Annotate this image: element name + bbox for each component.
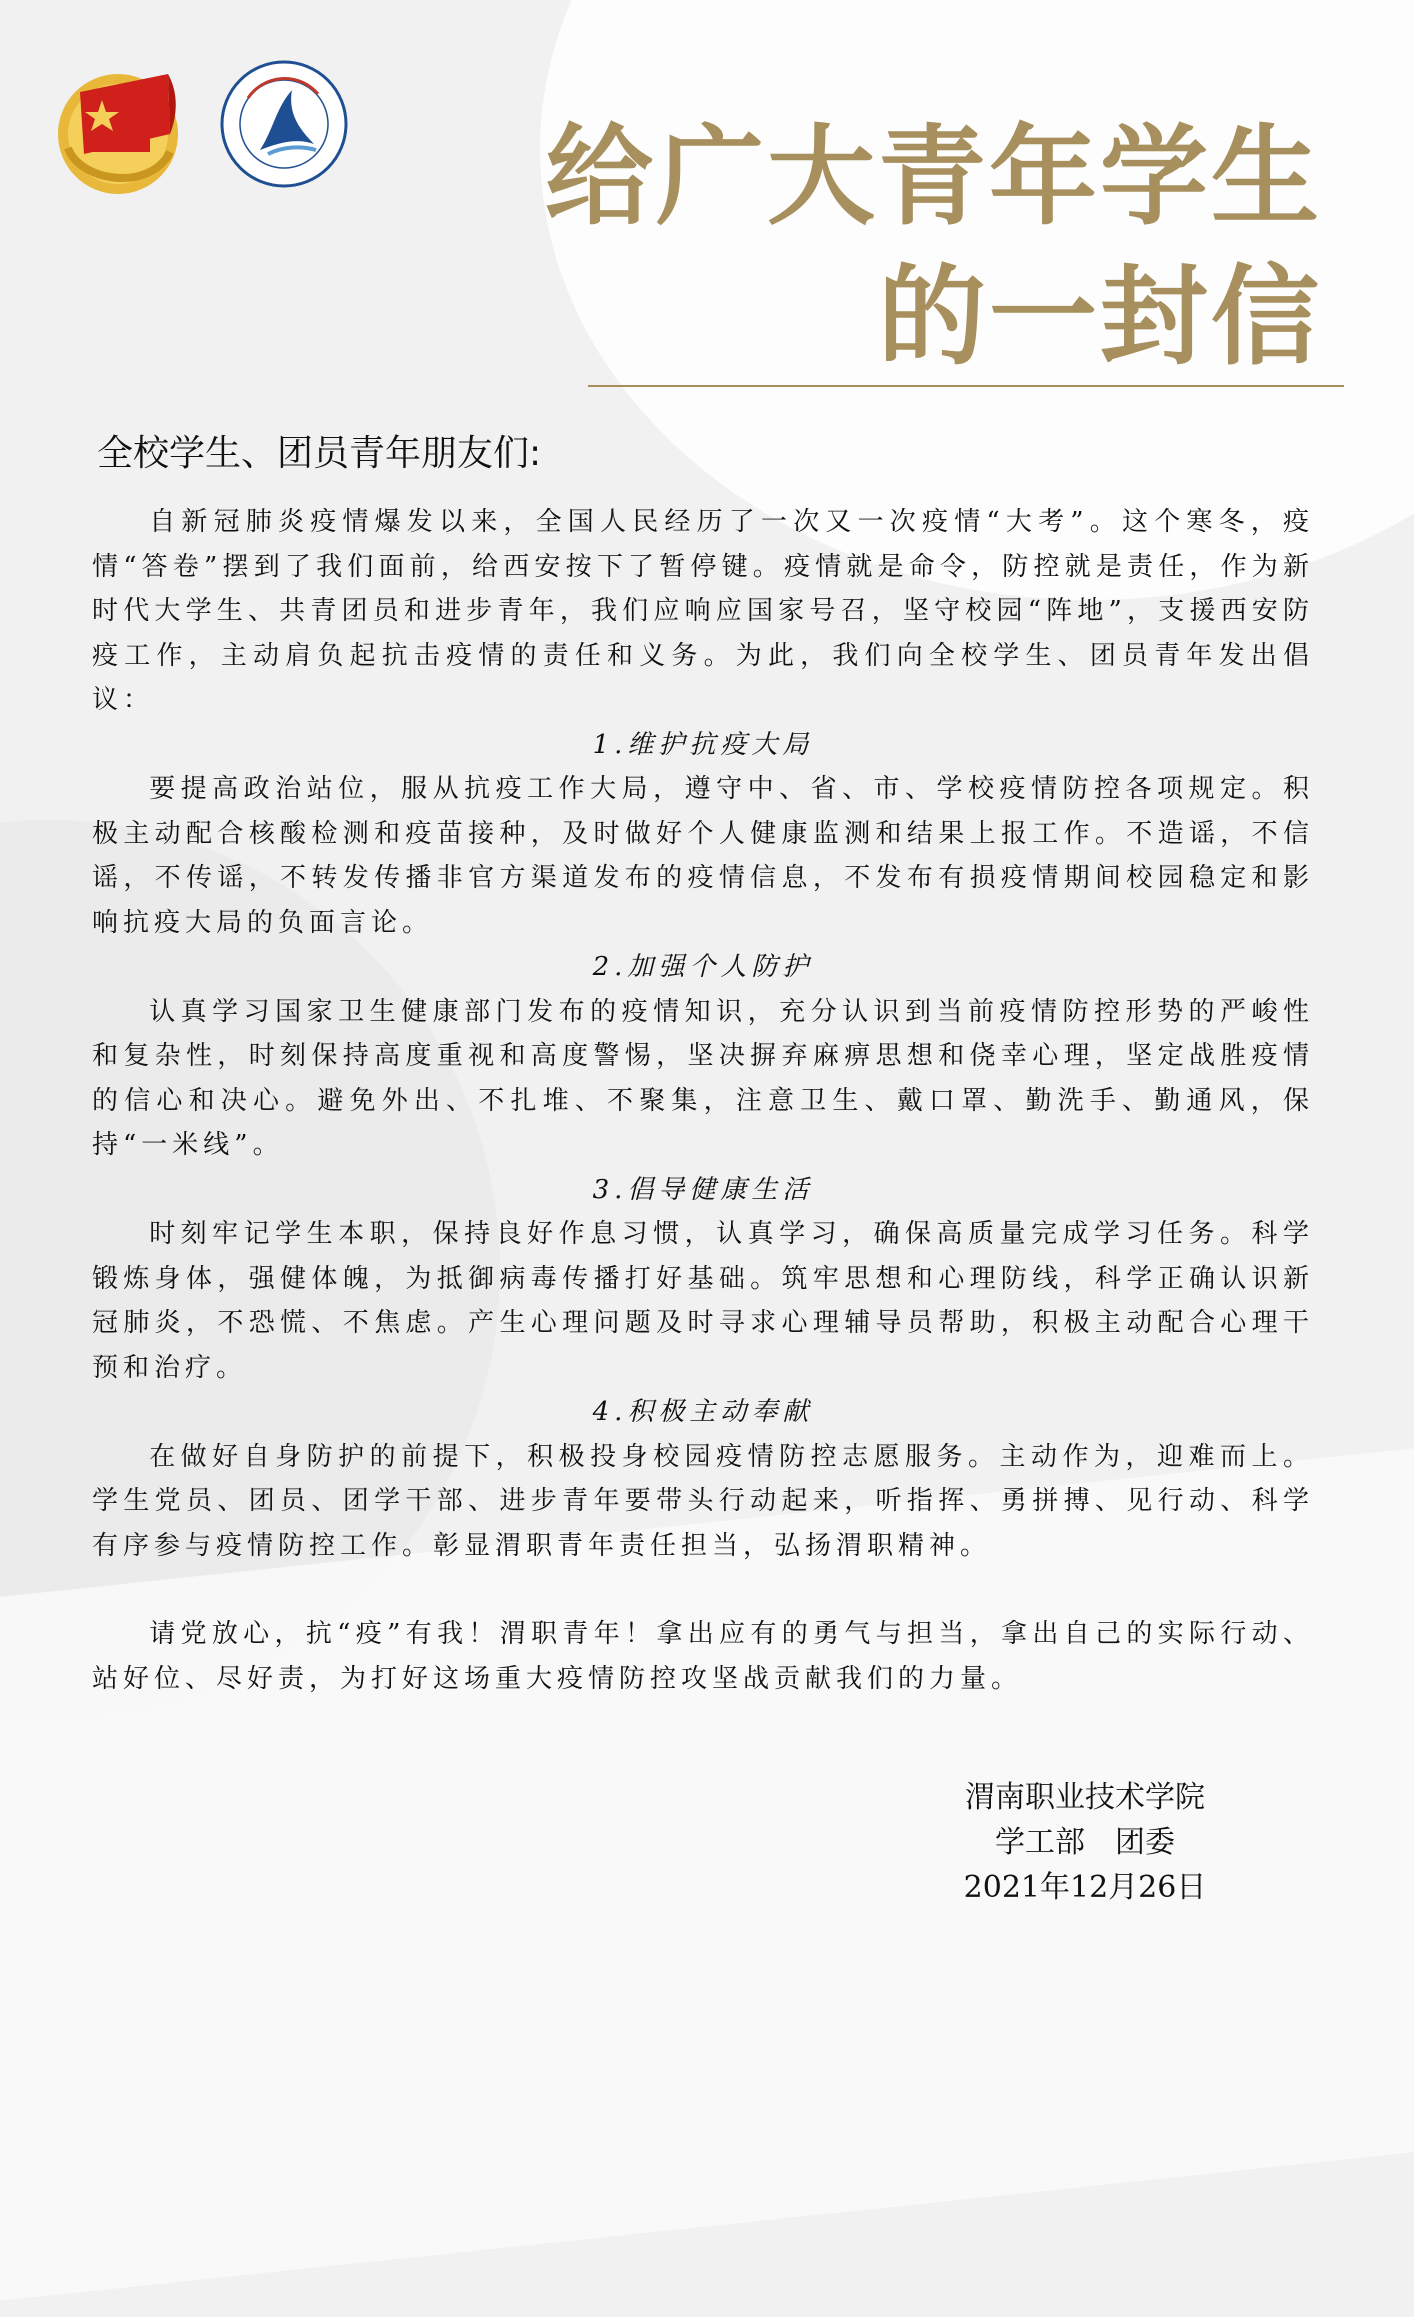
signature-dept: 学工部 团委: [995, 1825, 1175, 1860]
section-text-4: 在做好自身防护的前提下，积极投身校园疫情防控志愿服务。主动作为，迎难而上。学生党员、团员、团学干部、进步青年要带头行动起来，听指挥、勇拼搏、见行动、科学有序参与疫情防控工作。彰显渭职青年责任担当，弘扬渭职精神。: [92, 1441, 1314, 1561]
section-text-2: 认真学习国家卫生健康部门发布的疫情知识，充分认识到当前疫情防控形势的严峻性和复杂性，时刻保持高度重视和高度警惕，坚决摒弃麻痹思想和侥幸心理，坚定战胜疫情的信心和决心。避免外出、不扎堆、不聚集，注意卫生、戴口罩、勤洗手、勤通风，保持“一米线”。: [92, 996, 1314, 1160]
letter-body: [92, 500, 1314, 1701]
title-divider: [588, 385, 1344, 387]
section-text-3: 时刻牢记学生本职，保持良好作息习惯，认真学习，确保高质量完成学习任务。科学锻炼身体，强健体魄，为抵御病毒传播打好基础。筑牢思想和心理防线，科学正确认识新冠肺炎，不恐慌、不焦虑。产生心理问题及时寻求心理辅导员帮助，积极主动配合心理干预和治疗。: [92, 1219, 1314, 1383]
college-emblem-icon: [218, 58, 350, 190]
spacer: [92, 1568, 1314, 1612]
page-title: [442, 108, 1322, 388]
title-line-1: 给广大青年学生: [544, 115, 1322, 240]
section-title-4: 4.积极主动奉献: [592, 1397, 814, 1427]
signature-org: 渭南职业技术学院: [965, 1780, 1205, 1815]
intro-paragraph: 自新冠肺炎疫情爆发以来，全国人民经历了一次又一次疫情“大考”。这个寒冬，疫情“答卷”摆到了我们面前，给西安按下了暂停键。疫情就是命令，防控就是责任，作为新时代大学生、共青团员和进步青年，我们应响应国家号召，坚守校园“阵地”，支援西安防疫工作，主动肩负起抗击疫情的责任和义务。为此，我们向全校学生、团员青年发出倡议：: [92, 507, 1314, 715]
section-title-3: 3.倡导健康生活: [592, 1174, 814, 1205]
title-line-2: 的一封信: [877, 255, 1322, 380]
section-text-1: 要提高政治站位，服从抗疫工作大局，遵守中、省、市、学校疫情防控各项规定。积极主动配合核酸检测和疫苗接种，及时做好个人健康监测和结果上报工作。不造谣，不信谣，不传谣，不转发传播非官方渠道发布的疫情信息，不发布有损疫情期间校园稳定和影响抗疫大局的负面言论。: [92, 774, 1314, 938]
communist-youth-league-emblem-icon: [50, 52, 190, 202]
section-title-1: 1.维护抗疫大局: [592, 729, 814, 760]
signature-date: 2021年12月26日: [963, 1870, 1207, 1905]
closing-paragraph: 请党放心，抗“疫”有我！渭职青年！拿出应有的勇气与担当，拿出自己的实际行动、站好位、尽好责，为打好这场重大疫情防控攻坚战贡献我们的力量。: [92, 1619, 1314, 1694]
salutation: 全校学生、团员青年朋友们:: [97, 433, 542, 474]
signature-block: [920, 1775, 1250, 1910]
section-title-2: 2.加强个人防护: [592, 952, 814, 982]
